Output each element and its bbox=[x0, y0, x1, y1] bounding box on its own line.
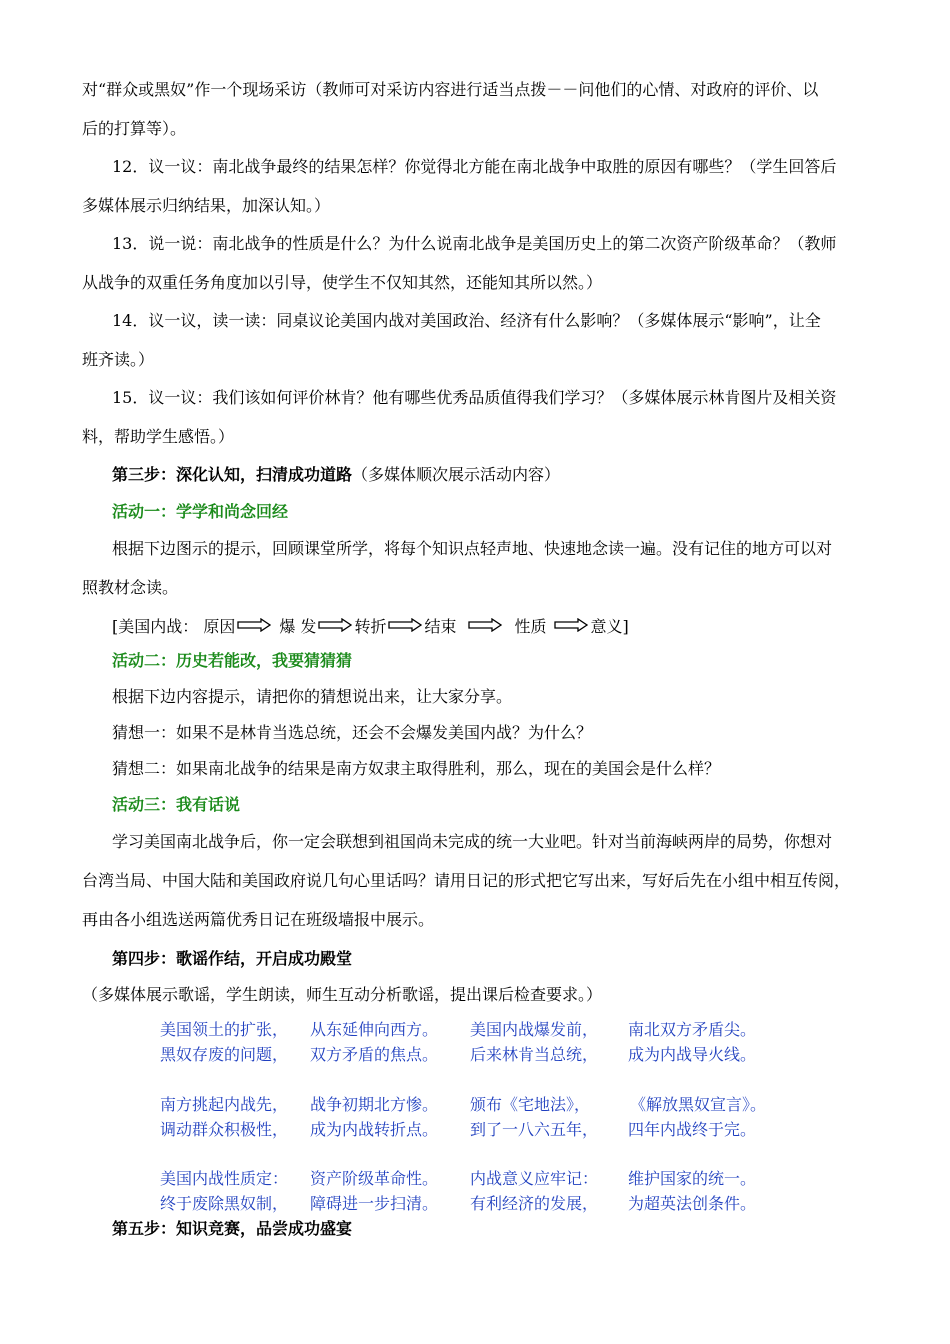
poem-verse: 调动群众积极性， bbox=[160, 1120, 289, 1139]
right-arrow-icon bbox=[554, 618, 588, 632]
activity2-title: 活动二：历史若能改，我要猜猜猜 bbox=[112, 651, 353, 670]
step4-note: （多媒体展示歌谣，学生朗读，师生互动分析歌谣，提出课后检查要求。） bbox=[82, 985, 603, 1004]
poem-verse: 后来林肯当总统， bbox=[470, 1045, 599, 1064]
poem-verse: 颁布《宅地法》， bbox=[470, 1095, 591, 1114]
poem-verse: 南北双方矛盾尖。 bbox=[628, 1020, 757, 1039]
flow-step: 爆 发 bbox=[279, 616, 317, 636]
poem-verse: 美国内战爆发前， bbox=[470, 1020, 599, 1039]
flow-step: 结束 bbox=[424, 616, 457, 636]
right-arrow-icon bbox=[388, 618, 422, 632]
poem-verse: 为超英法创条件。 bbox=[628, 1194, 757, 1213]
poem-verse: 四年内战终于完。 bbox=[628, 1120, 757, 1139]
poem-verse: 黑奴存废的问题， bbox=[160, 1045, 289, 1064]
right-arrow-icon bbox=[318, 618, 352, 632]
activity2-intro: 根据下边内容提示，请把你的猜想说出来，让大家分享。 bbox=[112, 687, 513, 706]
poem-verse: 障碍进一步扫清。 bbox=[310, 1194, 439, 1213]
body-line: 14．议一议，读一读：同桌议论美国内战对美国政治、经济有什么影响？（多媒体展示“影响”，让全 bbox=[112, 311, 821, 330]
flow-step: [美国内战： 原因 bbox=[112, 616, 236, 636]
step3-title: 第三步：深化认知，扫清成功道路 bbox=[112, 465, 353, 484]
body-line: 后的打算等）。 bbox=[82, 119, 187, 138]
activity3-text: 台湾当局、中国大陆和美国政府说几句心里话吗？请用日记的形式把它写出来，写好后先在小组中相互传阅， bbox=[82, 871, 851, 890]
activity3-title: 活动三：我有话说 bbox=[112, 795, 241, 814]
step3-note: （多媒体顺次展示活动内容） bbox=[352, 465, 561, 484]
poem-verse: 美国领土的扩张， bbox=[160, 1020, 289, 1039]
poem-verse: 从东延伸向西方。 bbox=[310, 1020, 439, 1039]
body-line: 对“群众或黑奴”作一个现场采访（教师可对采访内容进行适当点拨－－问他们的心情、对政府的评价、以 bbox=[82, 80, 819, 99]
body-line: 料，帮助学生感悟。） bbox=[82, 427, 235, 446]
poem-verse: 维护国家的统一。 bbox=[628, 1169, 757, 1188]
step3-heading bbox=[112, 465, 560, 485]
activity3-text: 学习美国南北战争后，你一定会联想到祖国尚未完成的统一大业吧。针对当前海峡两岸的局势，你想对 bbox=[112, 832, 833, 851]
guess-two: 猜想二：如果南北战争的结果是南方奴隶主取得胜利，那么，现在的美国会是什么样？ bbox=[112, 759, 721, 778]
body-line: 多媒体展示归纳结果，加深认知。） bbox=[82, 196, 331, 215]
poem-verse: 到了一八六五年， bbox=[470, 1120, 599, 1139]
flow-step: 性质 bbox=[514, 616, 547, 636]
poem-verse: 内战意义应牢记： bbox=[470, 1169, 599, 1188]
activity1-title: 活动一：学学和尚念回经 bbox=[112, 502, 289, 521]
flow-diagram bbox=[112, 614, 629, 636]
poem-verse: 《解放黑奴宣言》。 bbox=[630, 1095, 767, 1114]
activity1-text: 根据下边图示的提示，回顾课堂所学，将每个知识点轻声地、快速地念读一遍。没有记住的地方可以对 bbox=[112, 539, 833, 558]
poem-verse: 终于废除黑奴制， bbox=[160, 1194, 289, 1213]
right-arrow-icon bbox=[237, 618, 271, 632]
activity3-text: 再由各小组选送两篇优秀日记在班级墙报中展示。 bbox=[82, 910, 435, 929]
right-arrow-icon bbox=[468, 618, 502, 632]
flow-step: 转折 bbox=[354, 616, 387, 636]
poem-verse: 双方矛盾的焦点。 bbox=[310, 1045, 439, 1064]
body-line: 12．议一议：南北战争最终的结果怎样？你觉得北方能在南北战争中取胜的原因有哪些？（学生回答后 bbox=[112, 157, 837, 176]
poem-verse: 成为内战转折点。 bbox=[310, 1120, 439, 1139]
poem-verse: 南方挑起内战先， bbox=[160, 1095, 289, 1114]
flow-step: 意义] bbox=[590, 616, 629, 636]
poem-verse: 资产阶级革命性。 bbox=[310, 1169, 439, 1188]
body-line: 13．说一说：南北战争的性质是什么？为什么说南北战争是美国历史上的第二次资产阶级革命？（教师 bbox=[112, 234, 837, 253]
poem-verse: 成为内战导火线。 bbox=[628, 1045, 757, 1064]
poem-verse: 有利经济的发展， bbox=[470, 1194, 599, 1213]
body-line: 15．议一议：我们该如何评价林肯？他有哪些优秀品质值得我们学习？（多媒体展示林肯图片及相关资 bbox=[112, 388, 837, 407]
body-line: 班齐读。） bbox=[82, 350, 155, 369]
poem-verse: 战争初期北方惨。 bbox=[310, 1095, 439, 1114]
guess-one: 猜想一：如果不是林肯当选总统，还会不会爆发美国内战？为什么？ bbox=[112, 723, 593, 742]
step5-title: 第五步：知识竞赛，品尝成功盛宴 bbox=[112, 1219, 353, 1238]
activity1-text: 照教材念读。 bbox=[82, 578, 179, 597]
body-line: 从战争的双重任务角度加以引导，使学生不仅知其然，还能知其所以然。） bbox=[82, 273, 603, 292]
step4-title: 第四步：歌谣作结，开启成功殿堂 bbox=[112, 949, 353, 968]
poem-verse: 美国内战性质定： bbox=[160, 1169, 289, 1188]
